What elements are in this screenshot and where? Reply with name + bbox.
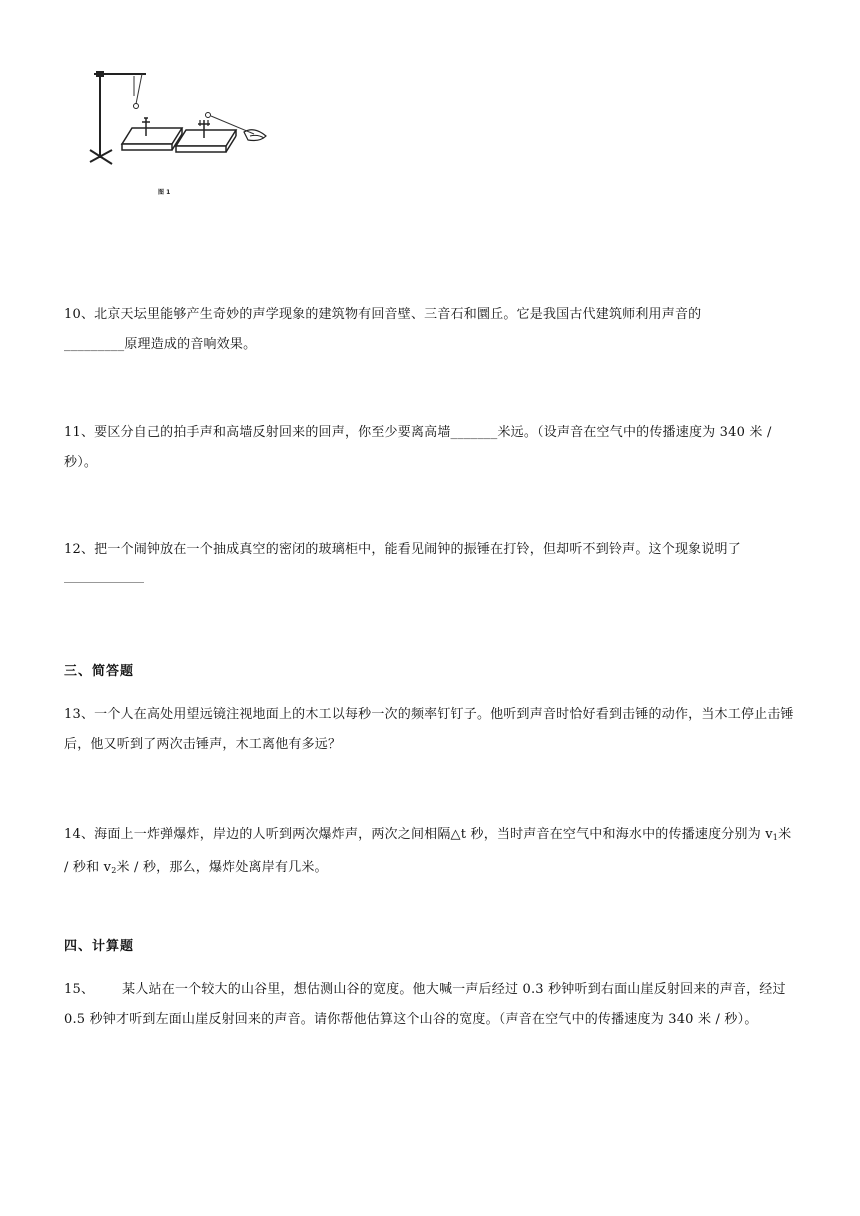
pendulum-string — [136, 74, 142, 104]
q10-text-a: 10、北京天坛里能够产生奇妙的声学现象的建筑物有回音壁、三音石和圜丘。它是我国古代建筑师利用声音的 — [64, 307, 702, 322]
pendulum-ball — [134, 104, 139, 109]
q14-subscript-1: 1 — [772, 833, 779, 842]
question-10 — [64, 300, 799, 360]
question-13: 13、一个人在高处用望远镜注视地面上的木工以每秒一次的频率钉钉子。他听到声音时恰好看到击锤的动作，当木工停止击锤后，他又听到了两次击锤声，木工离他有多远？ — [64, 707, 794, 752]
q15-number: 15、 — [64, 982, 95, 997]
resonance-apparatus-drawing — [84, 66, 284, 186]
question-11 — [64, 418, 799, 478]
stand-clamp — [96, 71, 104, 77]
q11-text-a: 11、要区分自己的拍手声和高墙反射回来的回声，你至少要离高墙 — [64, 425, 451, 440]
resonance-box-right — [176, 130, 236, 146]
question-14 — [64, 820, 799, 886]
q12-answer-blank — [64, 568, 144, 583]
q14-text-b: 米 / 秒和 v — [64, 827, 792, 875]
q11-blank: _______ — [450, 425, 498, 440]
q11-text-b: 米远。（设声音在空气中的传播速度为 340 米 / 秒）。 — [64, 425, 772, 470]
q12-text-a: 12、把一个闹钟放在一个抽成真空的密闭的玻璃柜中，能看见闹钟的振锤在打铃，但却听不到铃声。这个现象说明了 — [64, 542, 741, 557]
q14-subscript-2: 2 — [111, 866, 117, 875]
section-heading-calculation: 四、计算题 — [64, 939, 135, 954]
resonance-box-left — [122, 128, 182, 144]
section-heading-short-answer: 三、简答题 — [64, 664, 135, 679]
question-15 — [64, 975, 799, 1035]
figure-1-diagram — [84, 66, 284, 206]
q10-blank: _________ — [64, 337, 125, 352]
q14-text-a: 14、海面上一炸弹爆炸，岸边的人听到两次爆炸声，两次之间相隔△t 秒，当时声音在空气中和海水中的传播速度分别为 v — [64, 827, 773, 842]
q10-text-b: 原理造成的音响效果。 — [124, 337, 257, 352]
q15-text: 某人站在一个较大的山谷里，想估测山谷的宽度。他大喊一声后经过 0.3 秒钟听到右面山崖反射回来的声音，经过 0.5 秒钟才听到左面山崖反射回来的声音。请你帮他估算这个山谷的宽度。（声音在空气中的传播速度为 340 米 / 秒）。 — [64, 982, 786, 1027]
figure-caption: 图 1 — [158, 189, 171, 196]
q14-text-c: 米 / 秒，那么，爆炸处离岸有几米。 — [116, 860, 328, 875]
question-12 — [64, 535, 799, 595]
ball-right — [206, 113, 211, 118]
